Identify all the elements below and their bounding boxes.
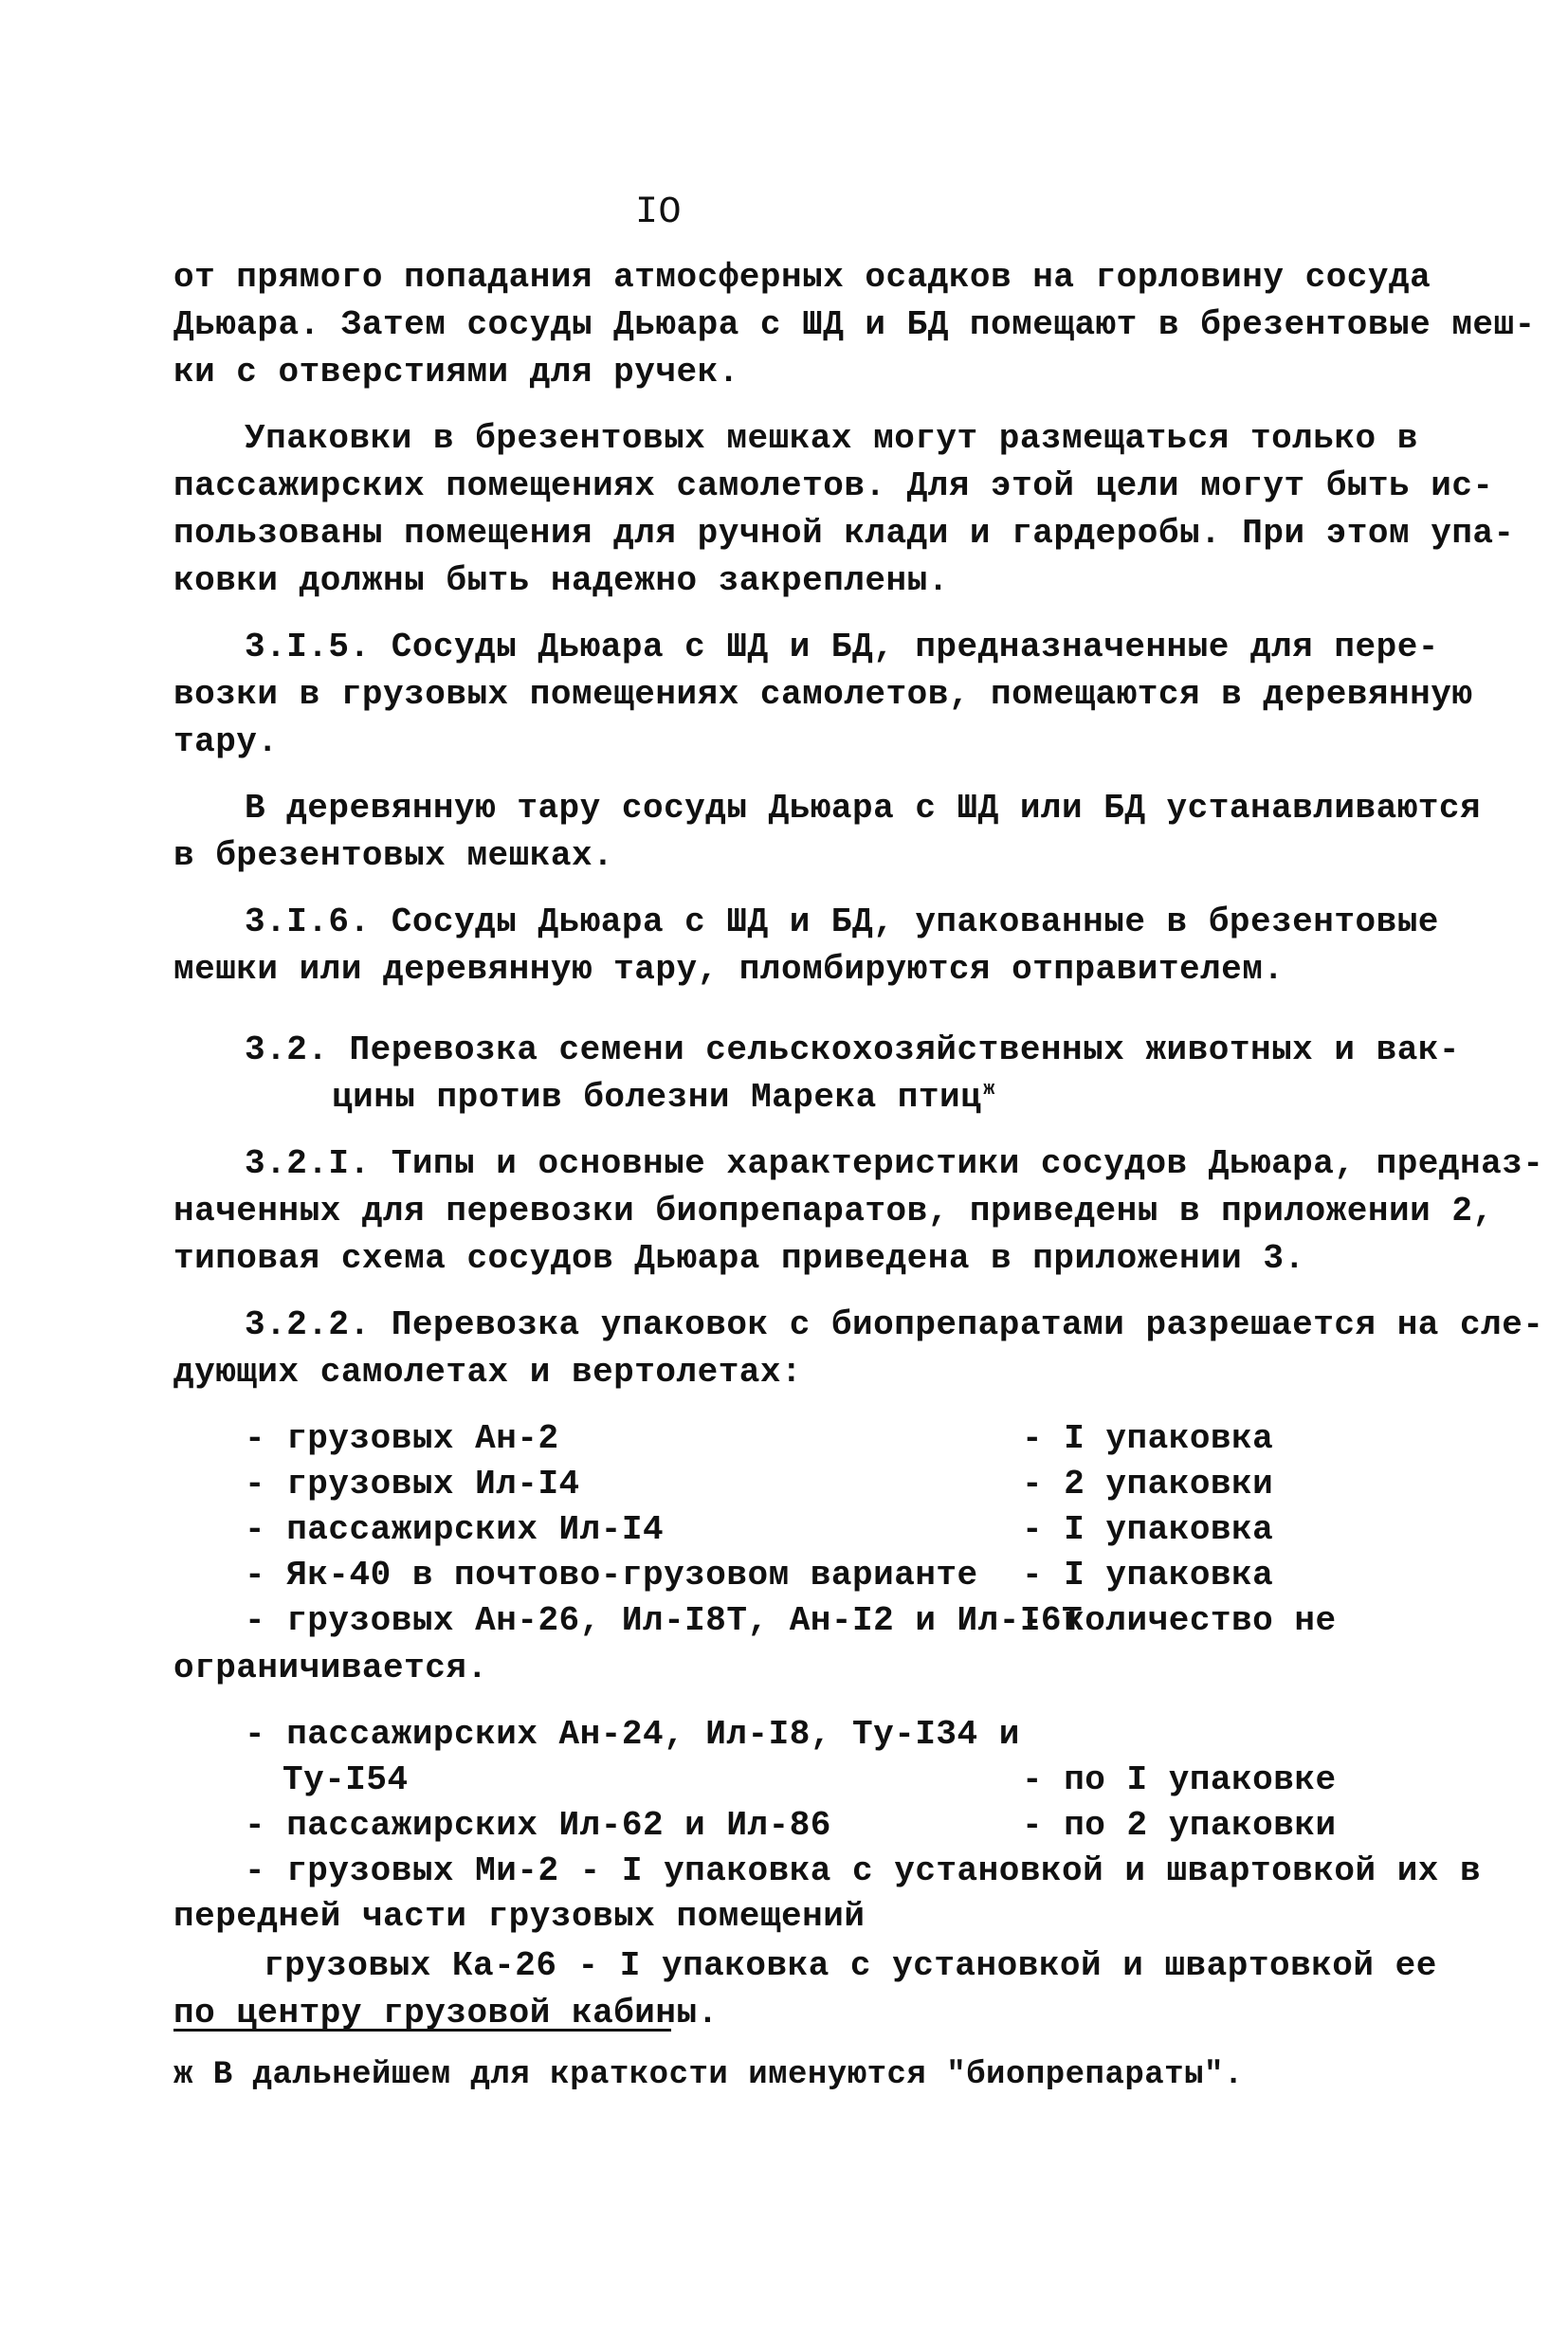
text-line: дующих самолетах и вертолетах: (173, 1353, 803, 1392)
list-item-quantity: - 2 упаковки (1022, 1465, 1274, 1504)
list-item-quantity: - по 2 упаковки (1022, 1806, 1337, 1845)
text-line: от прямого попадания атмосферных осадков на горловину сосуда (173, 258, 1431, 297)
text-line: Упаковки в брезентовых мешках могут размещаться только в (245, 419, 1418, 458)
section-3-2-2: 3.2.2. Перевозка упаковок с биопрепаратами разрешается на сле- (245, 1305, 1544, 1344)
text-line: Дьюара. Затем сосуды Дьюара с ШД и БД помещают в брезентовые меш- (173, 305, 1536, 344)
text-line: мешки или деревянную тару, пломбируются отправителем. (173, 950, 1285, 989)
list-item-aircraft: - грузовых Ан-26, Ил-I8Т, Ан-I2 и Ил-I6Т (245, 1601, 1084, 1640)
text-line: возки в грузовых помещениях самолетов, помещаются в деревянную (173, 675, 1473, 714)
list-item-quantity: - I упаковка (1022, 1419, 1274, 1458)
list-item-aircraft: Ту-I54 (283, 1760, 409, 1799)
helicopter-line: передней части грузовых помещений (173, 1897, 866, 1936)
list-item-aircraft: - пассажирских Ан-24, Ил-I8, Ту-I34 и (245, 1715, 1020, 1754)
text-line: в брезентовых мешках. (173, 836, 614, 875)
text-line: ковки должны быть надежно закреплены. (173, 561, 949, 600)
footnote: ж В дальнейшем для краткости именуются "биопрепараты". (173, 2057, 1244, 2093)
text-line: пассажирских помещениях самолетов. Для этой цели могут быть ис- (173, 466, 1494, 505)
page-number: IO (635, 191, 683, 234)
footnote-divider (173, 2029, 671, 2032)
footnote-mark: ж (983, 1079, 995, 1101)
list-item-quantity: - I упаковка (1022, 1556, 1274, 1595)
section-3-1-5: 3.I.5. Сосуды Дьюара с ШД и БД, предназначенные для пере- (245, 628, 1439, 666)
helicopter-line: по центру грузовой кабины. (173, 1994, 719, 2032)
section-3-2-heading-cont (332, 1078, 995, 1117)
list-item-quantity: - количество не (1022, 1601, 1337, 1640)
section-3-2-1: 3.2.I. Типы и основные характеристики сосудов Дьюара, предназ- (245, 1144, 1544, 1183)
text-line: В деревянную тару сосуды Дьюара с ШД или БД устанавливаются (245, 789, 1482, 828)
text-line: типовая схема сосудов Дьюара приведена в приложении 3. (173, 1239, 1305, 1278)
section-3-2-heading: 3.2. Перевозка семени сельскохозяйственных животных и вак- (245, 1030, 1461, 1069)
list-item-quantity: - по I упаковке (1022, 1760, 1337, 1799)
text-line: наченных для перевозки биопрепаратов, приведены в приложении 2, (173, 1192, 1494, 1230)
section-3-1-6: 3.I.6. Сосуды Дьюара с ШД и БД, упакованные в брезентовые (245, 902, 1439, 941)
text-line: ки с отверстиями для ручек. (173, 353, 739, 392)
list-item-aircraft: - Як-40 в почтово-грузовом варианте (245, 1556, 978, 1595)
list-item-quantity: - I упаковка (1022, 1510, 1274, 1549)
heading-text: цины против болезни Марека птиц (332, 1078, 982, 1117)
list-item-aircraft: - пассажирских Ил-I4 (245, 1510, 665, 1549)
list-item-aircraft: - грузовых Ил-I4 (245, 1465, 580, 1504)
helicopter-line: - грузовых Ми-2 - I упаковка с установкой и швартовкой их в (245, 1851, 1482, 1890)
list-item-aircraft: - пассажирских Ил-62 и Ил-86 (245, 1806, 831, 1845)
list-continuation: ограничивается. (173, 1649, 488, 1687)
helicopter-line: грузовых Ка-26 - I упаковка с установкой и швартовкой ее (264, 1946, 1437, 1985)
text-line: тару. (173, 722, 279, 761)
text-line: пользованы помещения для ручной клади и гардеробы. При этом упа- (173, 514, 1515, 553)
list-item-aircraft: - грузовых Ан-2 (245, 1419, 559, 1458)
